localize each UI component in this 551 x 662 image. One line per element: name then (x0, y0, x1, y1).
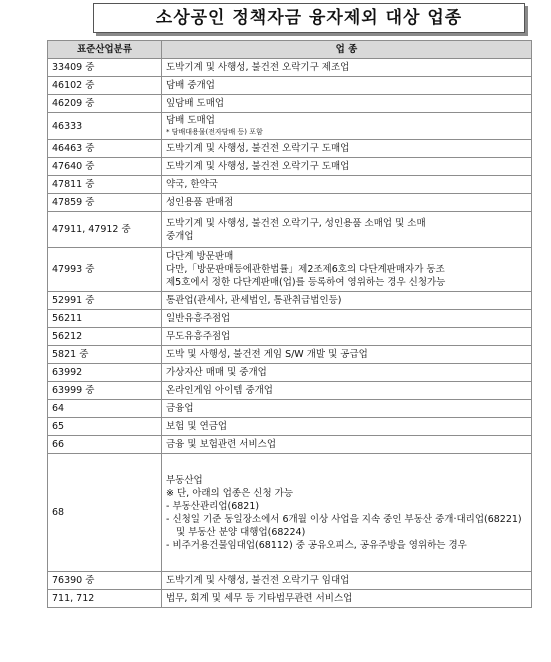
industry-code-cell: 56211 (48, 310, 162, 328)
business-cell (162, 212, 532, 248)
business-cell (162, 328, 532, 346)
business-cell (162, 346, 532, 364)
business-text: 담배 중개업 (166, 80, 215, 91)
business-text: 잎담배 도매업 (166, 98, 225, 109)
business-text: 무도유흥주점업 (166, 331, 231, 342)
table-body (48, 59, 532, 608)
business-text: 통관업(관세사, 관세법인, 통관취급법인등) (166, 295, 342, 306)
table-row (48, 590, 532, 608)
table-row (48, 418, 532, 436)
page-title: 소상공인 정책자금 융자제외 대상 업종 (155, 8, 463, 28)
industry-code-cell: 5821 중 (48, 346, 162, 364)
business-cell (162, 310, 532, 328)
industry-code-cell: 46102 중 (48, 77, 162, 95)
business-text: 보험 및 연금업 (166, 421, 228, 432)
business-text: 도박 및 사행성, 불건전 게임 S/W 개발 및 공급업 (166, 349, 368, 360)
table-row (48, 212, 532, 248)
exception-item: - 신청일 기준 동일장소에서 6개월 이상 사업을 지속 중인 부동산 중개·대리업(68221) 및 부동산 분양 대행업(68224) (166, 513, 522, 538)
exception-item: - 부동산관리업(6821) (166, 500, 260, 512)
business-text: 약국, 한약국 (166, 179, 218, 190)
business-cell (162, 572, 532, 590)
business-cell (162, 364, 532, 382)
table-row (48, 140, 532, 158)
table-row (48, 59, 532, 77)
business-cell (162, 454, 532, 572)
business-cell (162, 590, 532, 608)
industry-code-cell: 65 (48, 418, 162, 436)
business-text: 도박기계 및 사행성, 불건전 오락기구 제조업 (166, 62, 350, 73)
business-cell (162, 59, 532, 77)
business-cell (162, 77, 532, 95)
table-row (48, 176, 532, 194)
business-text: 일반유흥주점업 (166, 313, 231, 324)
table-header-row (48, 41, 532, 59)
industry-code-cell: 47640 중 (48, 158, 162, 176)
table-row (48, 346, 532, 364)
exception-item: - 비주거용건물임대업(68112) 중 공유오피스, 공유주방을 영위하는 경우 (166, 539, 467, 551)
business-cell (162, 418, 532, 436)
industry-code-cell: 52991 중 (48, 292, 162, 310)
industry-code-cell: 46463 중 (48, 140, 162, 158)
table-row (48, 292, 532, 310)
header-business: 업 종 (162, 41, 532, 59)
business-text: 부동산업 (166, 474, 203, 486)
table-row (48, 194, 532, 212)
business-cell (162, 140, 532, 158)
business-text: 도박기계 및 사행성, 불건전 오락기구 도매업 (166, 161, 350, 172)
industry-code-cell: 711, 712 (48, 590, 162, 608)
business-text: 다단계 방문판매 (166, 251, 234, 262)
business-text: 담배 도매업 (166, 115, 215, 126)
business-text: 도박기계 및 사행성, 불건전 오락기구, 성인용품 소매업 및 소매 (166, 217, 426, 229)
business-text: 금융 및 보험관련 서비스업 (166, 439, 277, 450)
industry-code-cell: 33409 중 (48, 59, 162, 77)
excluded-industries-table (47, 40, 532, 608)
business-cell (162, 248, 532, 292)
industry-code-cell: 64 (48, 400, 162, 418)
table-row (48, 158, 532, 176)
business-cell (162, 400, 532, 418)
industry-code-cell: 63999 중 (48, 382, 162, 400)
table-row (48, 572, 532, 590)
industry-code-cell: 46333 (48, 113, 162, 140)
header-code: 표준산업분류 (48, 41, 162, 59)
industry-code-cell: 47811 중 (48, 176, 162, 194)
table-row (48, 364, 532, 382)
table-row (48, 310, 532, 328)
business-text: 성인용품 판매점 (166, 197, 234, 208)
industry-code-cell: 47993 중 (48, 248, 162, 292)
table-row (48, 400, 532, 418)
industry-code-cell: 76390 중 (48, 572, 162, 590)
business-text: 온라인게임 아이템 중개업 (166, 385, 273, 396)
industry-code-cell: 47911, 47912 중 (48, 212, 162, 248)
business-text: 제5호에서 정한 다단계판매(업)를 등록하여 영위하는 경우 신청가능 (166, 277, 446, 288)
industry-code-cell: 56212 (48, 328, 162, 346)
business-cell (162, 158, 532, 176)
table-row (48, 77, 532, 95)
industry-code-cell: 63992 (48, 364, 162, 382)
table-row (48, 248, 532, 292)
business-cell (162, 176, 532, 194)
industry-code-cell: 46209 중 (48, 95, 162, 113)
industry-code-cell: 47859 중 (48, 194, 162, 212)
table-row (48, 95, 532, 113)
business-cell (162, 194, 532, 212)
business-text: 도박기계 및 사행성, 불건전 오락기구 임대업 (166, 575, 350, 586)
business-text: 법무, 회계 및 세무 등 기타법무관련 서비스업 (166, 593, 353, 604)
business-text: 금융업 (166, 403, 194, 414)
table-row (48, 382, 532, 400)
business-cell (162, 382, 532, 400)
business-cell (162, 95, 532, 113)
table-row (48, 436, 532, 454)
industry-code-cell: 66 (48, 436, 162, 454)
industry-code-cell: 68 (48, 454, 162, 572)
table-row (48, 328, 532, 346)
business-cell (162, 292, 532, 310)
business-text: 가상자산 매매 및 중개업 (166, 367, 267, 378)
table-row (48, 113, 532, 140)
business-cell (162, 436, 532, 454)
table-row (48, 454, 532, 572)
business-text: 도박기계 및 사행성, 불건전 오락기구 도매업 (166, 143, 350, 154)
business-text: 다만,「방문판매등에관한법률」제2조제6호의 다단계판매자가 동조 (166, 264, 445, 275)
business-text: ※ 단, 아래의 업종은 신청 가능 (166, 487, 294, 499)
business-text: 중개업 (166, 230, 194, 242)
business-cell (162, 113, 532, 140)
title-box (93, 3, 525, 33)
footnote-text: * 담배대용물(전자담배 등) 포함 (166, 128, 263, 136)
